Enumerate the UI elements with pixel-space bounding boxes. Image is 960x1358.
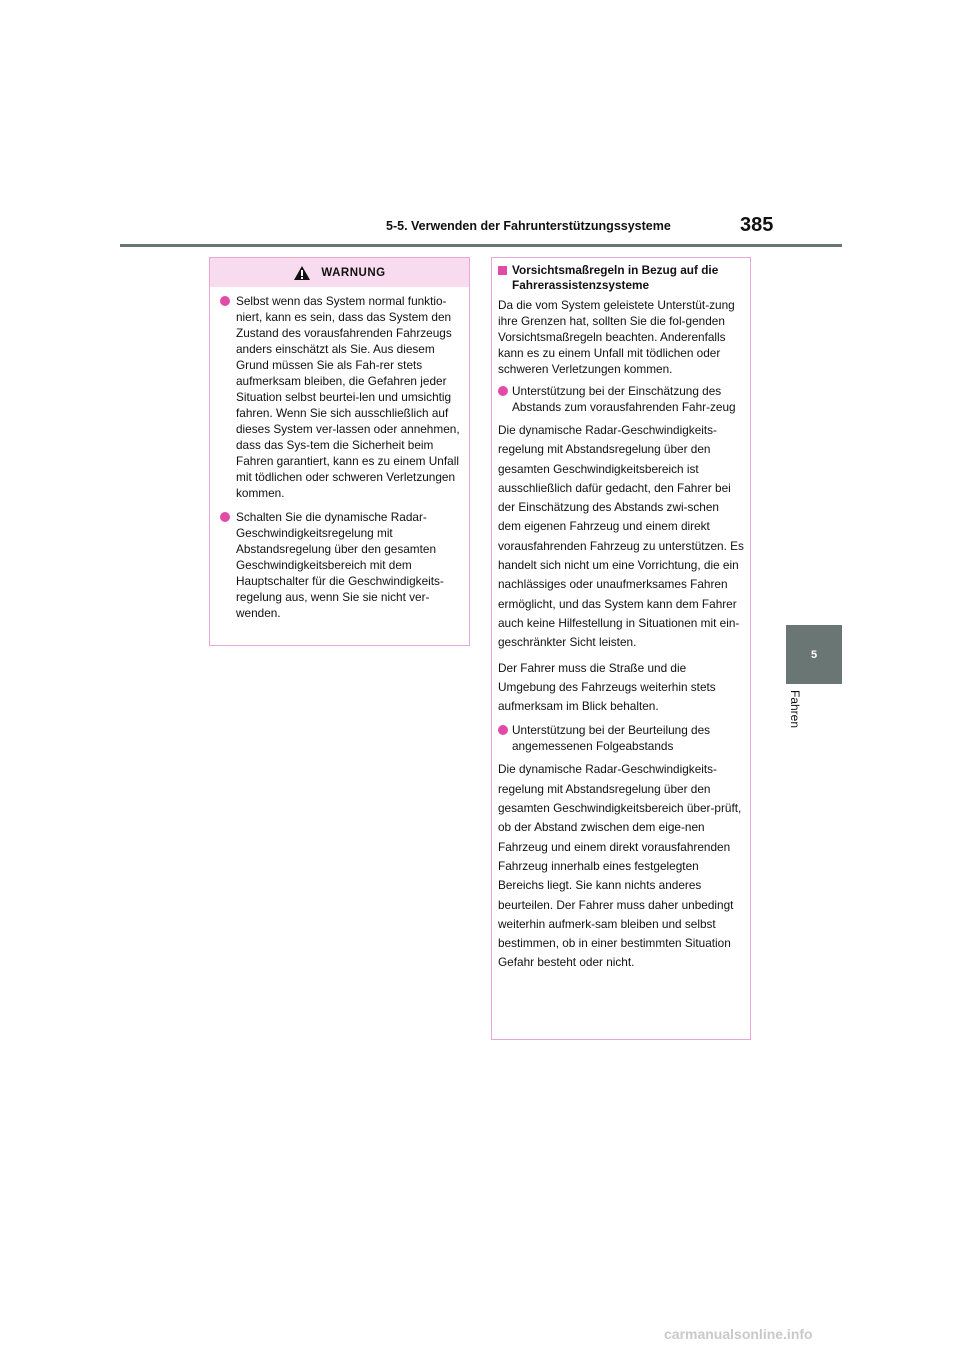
- watermark: carmanualsonline.info: [664, 1326, 813, 1342]
- bullet-dot-icon: [498, 386, 508, 396]
- bullet-dot-icon: [498, 725, 508, 735]
- warning-bullet: [218, 293, 461, 501]
- warning-title: WARNUNG: [321, 266, 386, 279]
- chapter-number: 5: [810, 648, 818, 661]
- header-rule: [120, 244, 842, 247]
- precautions-paragraph: Der Fahrer muss die Straße und die Umgebung des Fahrzeugs weiterhin stets aufmerksam im Blick behalten.: [498, 660, 716, 714]
- chapter-tab[interactable]: [786, 625, 842, 684]
- precautions-intro: Da die vom System geleistete Unterstüt-zung ihre Grenzen hat, sollten Sie die fol-genden Vorsichtsmaßregeln beachten. Anderenfalls kann es zu einem Unfall mit tödlichen oder schweren Verletzungen kommen.: [498, 298, 735, 376]
- warning-bullet-text: Selbst wenn das System normal funktio-niert, kann es sein, dass das System den Zustand des vorausfahrenden Fahrzeugs anders einschätzt als Sie. Aus diesem Grund müssen Sie als Fah-rer stets aufmerksam bleiben, die Gefahren jeder Situation selbst beurtei-len und umsichtig fahren. Wenn Sie sich ausschließlich auf dieses System ver-lassen oder annehmen, dass das Sys-tem die Sicherheit beim Fahren garantiert, kann es zu einem Unfall mit tödlichen oder schweren Verletzungen kommen.: [236, 294, 460, 500]
- warning-triangle-icon: [293, 265, 311, 281]
- precautions-box: [491, 257, 751, 1040]
- bullet-dot-icon: [220, 296, 230, 306]
- warning-bullet: [218, 509, 461, 621]
- precautions-bullet-text: Unterstützung bei der Beurteilung des angemessenen Folgeabstands: [512, 723, 711, 754]
- precautions-paragraph: Die dynamische Radar-Geschwindigkeits-regelung mit Abstandsregelung über den gesamten Geschwindigkeitsbereich ist ausschließlich dafür gedacht, den Fahrer bei der Einschätzung des Abstands zwi-schen dem eigenen Fahrzeug und einem direkt vorausfahrenden Fahrzeug zu unterstützen. Es handelt sich nicht um eine Vorrichtung, die ein nachlässiges oder unaufmerksames Fahren ermöglicht, und das System kann dem Fahrer auch keine Hilfestellung in Situationen mit ein-geschränkter Sicht leisten.: [498, 423, 744, 650]
- precautions-bullet-text: Unterstützung bei der Einschätzung des Abstands zum vorausfahrenden Fahr-zeug: [512, 384, 736, 414]
- bullet-dot-icon: [220, 512, 230, 522]
- chapter-label-text: Fahren: [788, 690, 802, 729]
- chapter-label: [788, 690, 802, 733]
- warning-bullet-text: Schalten Sie die dynamische Radar-Geschwindigkeitsregelung mit Abstandsregelung über den gesamten Geschwindigkeitsbereich mit dem Hauptschalter für die Geschwindigkeits-regelung aus, wenn Sie sie nicht ver-wenden.: [236, 510, 444, 620]
- section-title: 5-5. Verwenden der Fahrunterstützungssysteme: [386, 219, 671, 233]
- precautions-paragraph: Die dynamische Radar-Geschwindigkeits-regelung mit Abstandsregelung über den gesamten Geschwindigkeitsbereich über-prüft, ob der Abstand zwischen dem eige-nen Fahrzeug und einem direkt vorausfahrenden Fahrzeug innerhalb eines festgelegten Bereichs liegt. Sie kann nichts anderes beurteilen. Der Fahrer muss daher unbedingt weiterhin aufmerk-sam bleiben und selbst bestimmen, ob in einer bestimmten Situation Gefahr besteht oder nicht.: [498, 762, 742, 970]
- square-bullet-icon: [498, 266, 507, 275]
- warning-box: [209, 257, 470, 646]
- precautions-bullet: [498, 383, 744, 415]
- warning-header: [210, 258, 469, 287]
- precautions-heading-text: Vorsichtsmaßregeln in Bezug auf die Fahrerassistenzsysteme: [512, 263, 719, 292]
- precautions-bullet: [498, 722, 744, 754]
- page-number: 385: [740, 214, 774, 236]
- precautions-heading: [498, 263, 744, 293]
